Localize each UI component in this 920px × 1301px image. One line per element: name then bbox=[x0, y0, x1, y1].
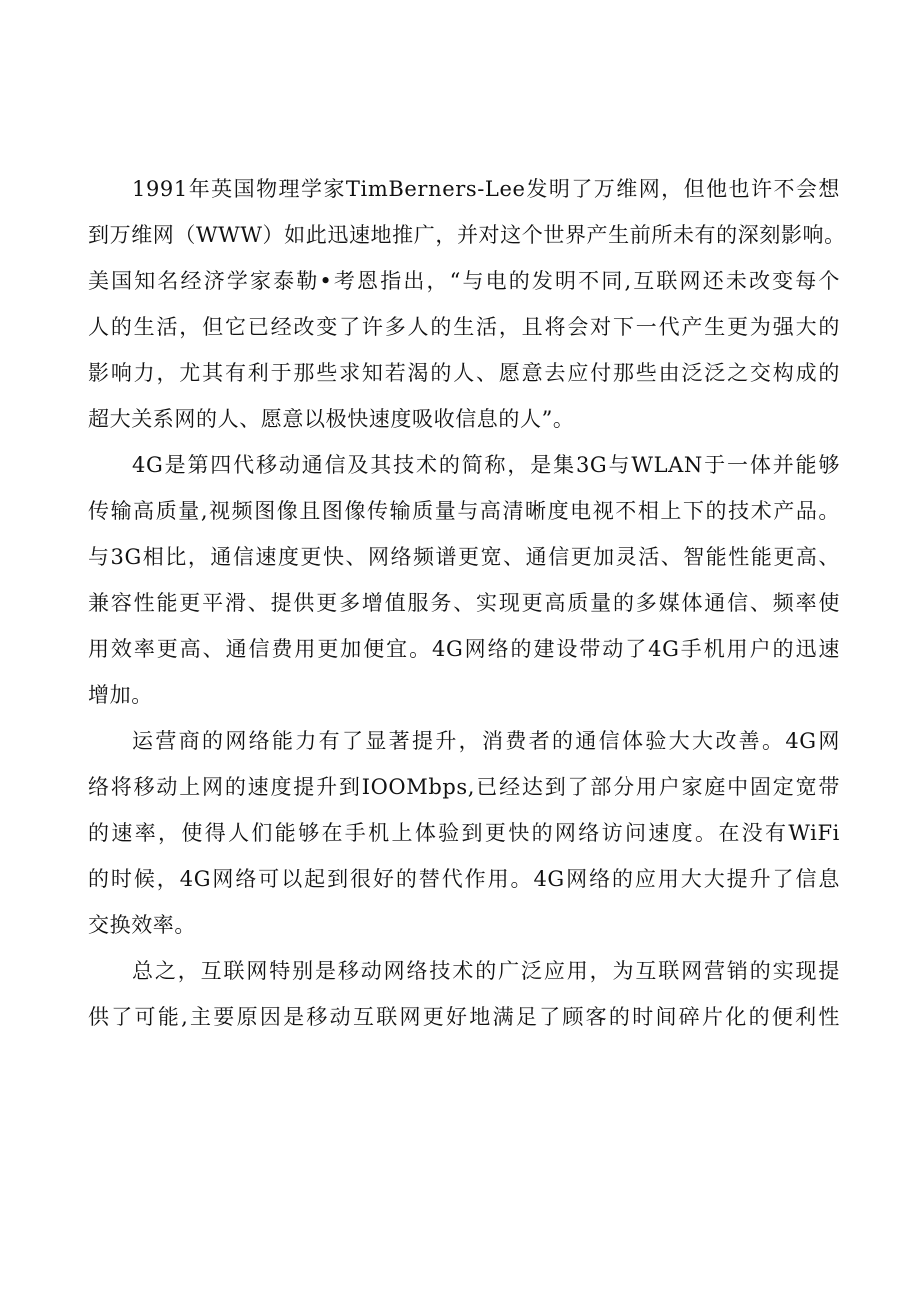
text-line: 4G是第四代移动通信及其技术的简称，是集3G与WLAN于一体并能够 bbox=[132, 453, 840, 477]
text-line: 超大关系网的人、愿意以极快速度吸收信息的人”。 bbox=[88, 407, 575, 431]
text-line: 兼容性能更平滑、提供更多增值服务、实现更高质量的多媒体通信、频率使 bbox=[88, 591, 840, 615]
text-line: 的时候，4G网络可以起到很好的替代作用。4G网络的应用大大提升了信息 bbox=[88, 867, 840, 891]
text-line: 1991年英国物理学家TimBerners-Lee发明了万维网，但他也许不会想 bbox=[132, 177, 840, 201]
text-line: 用效率更高、通信费用更加便宜。4G网络的建设带动了4G手机用户的迅速 bbox=[88, 637, 840, 661]
text-line: 与3G相比，通信速度更快、网络频谱更宽、通信更加灵活、智能性能更高、 bbox=[88, 545, 840, 569]
text-line: 影响力，尤其有利于那些求知若渴的人、愿意去应付那些由泛泛之交构成的 bbox=[88, 361, 840, 385]
document-body bbox=[88, 166, 846, 1040]
text-line: 供了可能,主要原因是移动互联网更好地满足了顾客的时间碎片化的便利性 bbox=[88, 1005, 840, 1029]
text-line: 人的生活，但它已经改变了许多人的生活，且将会对下一代产生更为强大的 bbox=[88, 315, 840, 339]
paragraph-operator-network bbox=[88, 718, 840, 948]
text-line: 总之，互联网特别是移动网络技术的广泛应用，为互联网营销的实现提 bbox=[132, 959, 840, 983]
paragraph-4g-definition bbox=[88, 442, 840, 718]
text-line: 增加。 bbox=[88, 683, 153, 707]
text-line: 美国知名经济学家泰勒•考恩指出，“与电的发明不同,互联网还未改变每个 bbox=[88, 269, 840, 293]
text-line: 到万维网（WWW）如此迅速地推广，并对这个世界产生前所未有的深刻影响。 bbox=[88, 223, 846, 247]
paragraph-www-history bbox=[88, 166, 846, 442]
text-line: 交换效率。 bbox=[88, 913, 196, 937]
text-line: 络将移动上网的速度提升到IOOMbps,已经达到了部分用户家庭中固定宽带 bbox=[88, 775, 840, 799]
text-line: 的速率，使得人们能够在手机上体验到更快的网络访问速度。在没有WiFi bbox=[88, 821, 840, 845]
paragraph-conclusion bbox=[88, 948, 840, 1040]
text-line: 传输高质量,视频图像且图像传输质量与高清晰度电视不相上下的技术产品。 bbox=[88, 499, 840, 523]
text-line: 运营商的网络能力有了显著提升，消费者的通信体验大大改善。4G网 bbox=[132, 729, 840, 753]
